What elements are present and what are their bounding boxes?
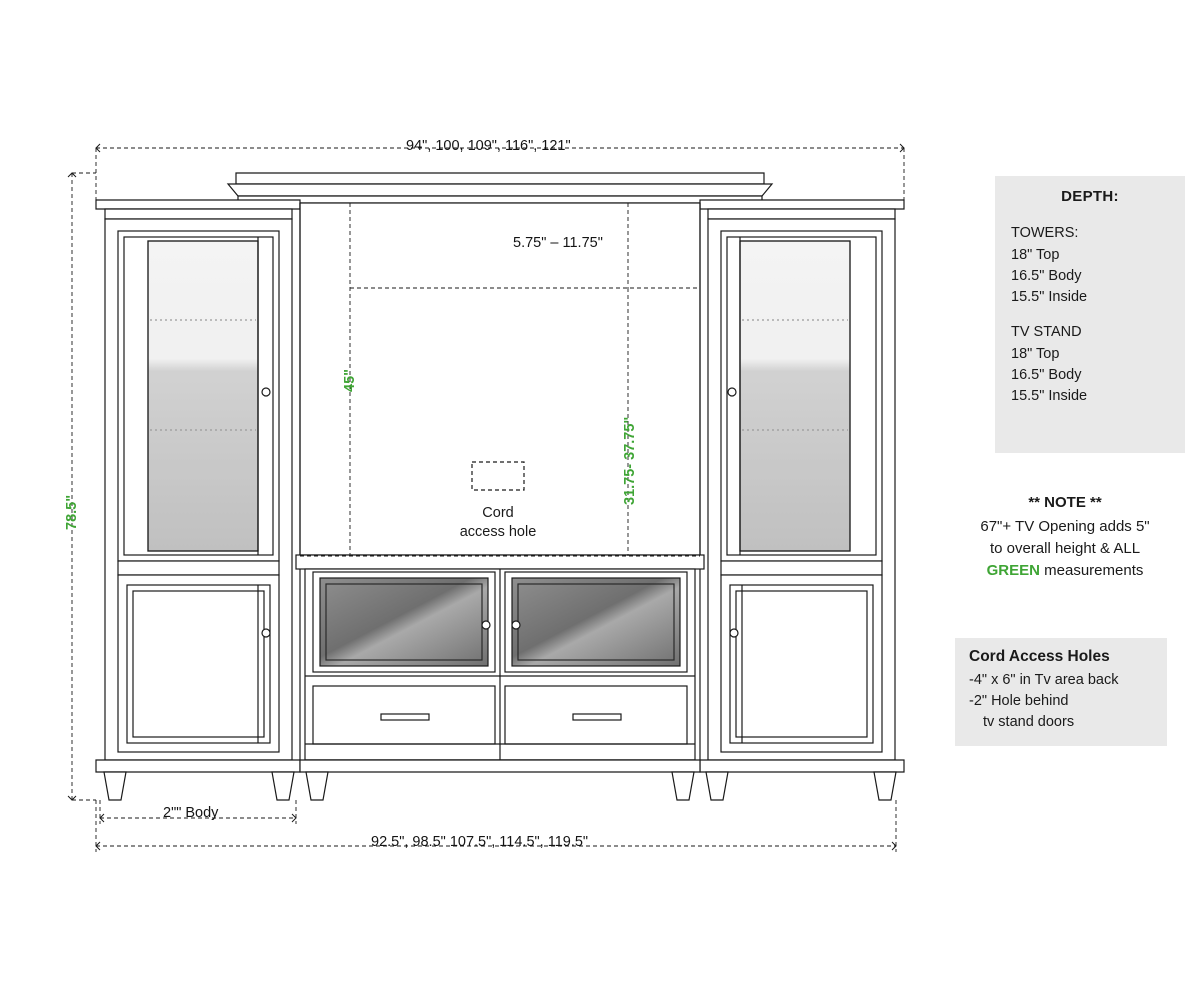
depth-towers-group bbox=[995, 223, 1185, 308]
note-block bbox=[940, 492, 1190, 582]
cord-access-hole-label-line2: access hole bbox=[459, 524, 537, 540]
cord-panel-line-2: -2" Hole behind bbox=[969, 693, 1069, 709]
depth-tvstand-inside: 15.5" Inside bbox=[1011, 388, 1088, 404]
note-green-word: GREEN bbox=[986, 562, 1040, 579]
note-line-3 bbox=[940, 560, 1190, 582]
dimension-top-width: 94", 100, 109", 116", 121" bbox=[406, 138, 571, 154]
dimension-overall-height: 78.5" bbox=[64, 494, 80, 530]
dimension-bottom-width: 92.5", 98.5" 107.5", 114.5", 119.5" bbox=[371, 834, 589, 850]
dimension-top-shelf-depth: 5.75" – 11.75" bbox=[513, 235, 603, 251]
note-line-3-rest: measurements bbox=[1039, 562, 1144, 579]
depth-towers-body: 16.5" Body bbox=[1011, 268, 1082, 284]
cord-panel-title: Cord Access Holes bbox=[969, 648, 1110, 665]
depth-towers-top: 18" Top bbox=[1011, 247, 1060, 263]
cord-access-hole-label bbox=[440, 504, 556, 542]
depth-tvstand-body: 16.5" Body bbox=[1011, 367, 1082, 383]
note-line-2: to overall height & ALL bbox=[989, 540, 1141, 557]
note-title: ** NOTE ** bbox=[1028, 494, 1102, 511]
depth-panel-title: DEPTH: bbox=[1061, 188, 1119, 205]
cord-access-info-panel bbox=[955, 638, 1167, 746]
depth-tvstand-heading: TV STAND bbox=[1011, 324, 1082, 340]
cord-access-hole-label-line1: Cord bbox=[482, 505, 514, 521]
depth-info-panel bbox=[995, 176, 1185, 453]
dimension-tv-opening-height: 45" bbox=[342, 368, 358, 392]
depth-panel-spacer bbox=[995, 308, 1185, 322]
cord-panel-line-1: -4" x 6" in Tv area back bbox=[969, 672, 1119, 688]
dimension-tv-opening-width: 31.75- 37.75" bbox=[622, 416, 638, 505]
depth-towers-heading: TOWERS: bbox=[1011, 225, 1079, 241]
cord-panel-line-3: tv stand doors bbox=[983, 714, 1075, 730]
dimension-base-body: 2"" Body bbox=[163, 805, 219, 821]
depth-tvstand-group bbox=[995, 322, 1185, 407]
depth-towers-inside: 15.5" Inside bbox=[1011, 289, 1088, 305]
note-line-1: 67"+ TV Opening adds 5" bbox=[980, 518, 1150, 535]
depth-tvstand-top: 18" Top bbox=[1011, 346, 1060, 362]
